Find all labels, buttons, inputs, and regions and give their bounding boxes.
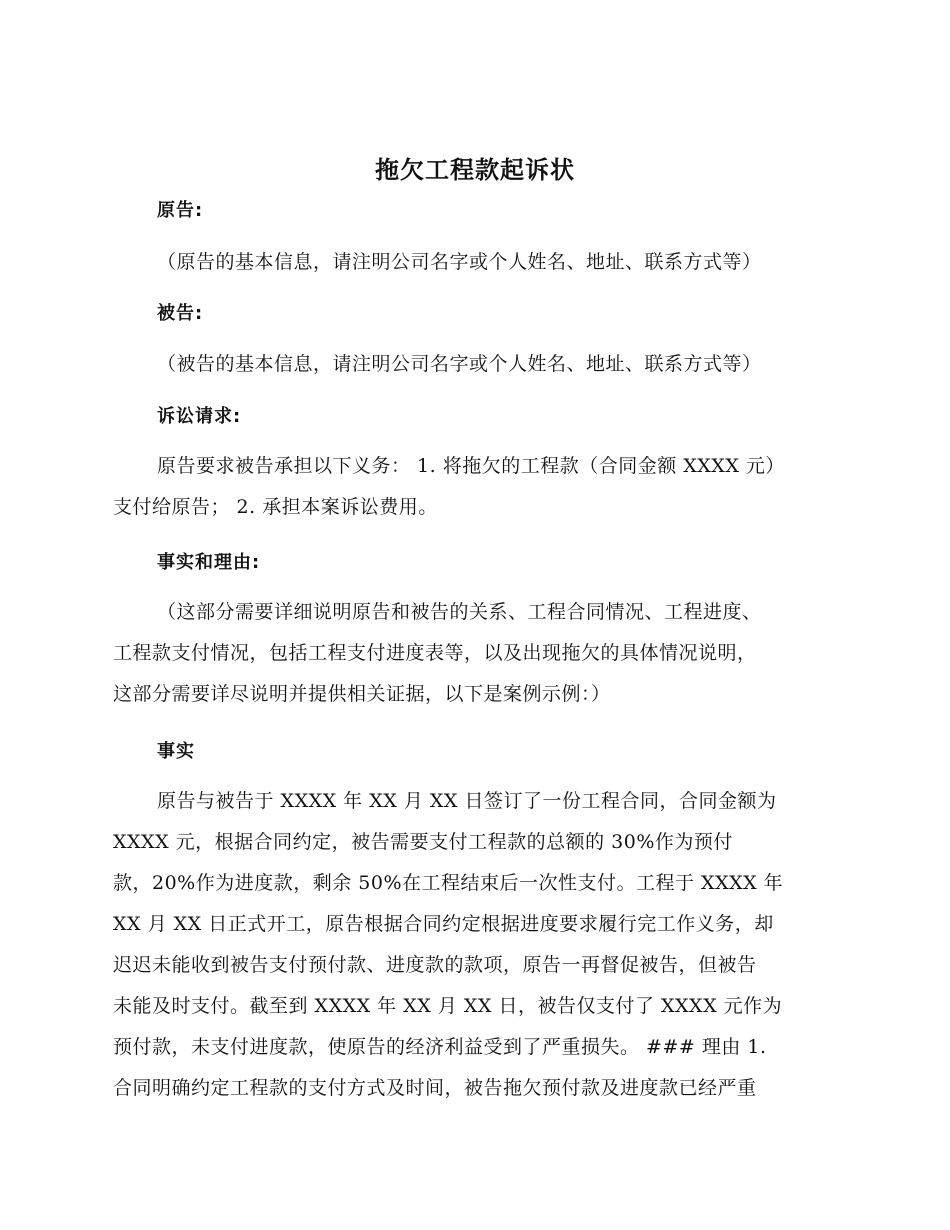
facts-label: 事实 — [157, 741, 195, 762]
defendant-label: 被告: — [157, 303, 204, 324]
defendant-info: （被告的基本信息，请注明公司名字或个人姓名、地址、联系方式等） — [157, 353, 762, 375]
facts-reasons-label: 事实和理由: — [157, 552, 261, 573]
claims-text: 原告要求被告承担以下义务： 1. 将拖欠的工程款（合同金额 XXXX 元） 支付给原告； 2. 承担本案诉讼费用。 — [113, 455, 785, 518]
facts-reasons-text: （这部分需要详细说明原告和被告的关系、工程合同情况、工程进度、 工程款支付情况，包括工程支付进度表等，以及出现拖欠的具体情况说明， 这部分需要详尽说明并提供相关证据，以下是案例示例：） — [113, 601, 762, 705]
facts-text: 原告与被告于 XXXX 年 XX 月 XX 日签订了一份工程合同，合同金额为 XXXX 元，根据合同约定，被告需要支付工程款的总额的 30%作为预付 款，20%作为进度款，剩余 50%在工程结束后一次性支付。工程于 XXXX 年 XX 月 XX 日正式开工，原告根据合同约定根据进度要求履行完工作义务，却 迟迟未能收到被告支付预付款、进度款的款项，原告一再督促被告，但被告 未能及时支付。截至到 XXXX 年 XX 月 XX 日，被告仅支付了 XXXX 元作为 预付款，未支付进度款，使原告的经济利益受到了严重损失。 ### 理由 1. 合同明确约定工程款的支付方式及时间，被告拖欠预付款及进度款已经严重 — [113, 790, 784, 1099]
plaintiff-info: （原告的基本信息，请注明公司名字或个人姓名、地址、联系方式等） — [157, 251, 762, 273]
plaintiff-label: 原告: — [157, 200, 204, 221]
claims-label: 诉讼请求: — [157, 406, 242, 427]
document-title: 拖欠工程款起诉状 — [375, 156, 575, 184]
